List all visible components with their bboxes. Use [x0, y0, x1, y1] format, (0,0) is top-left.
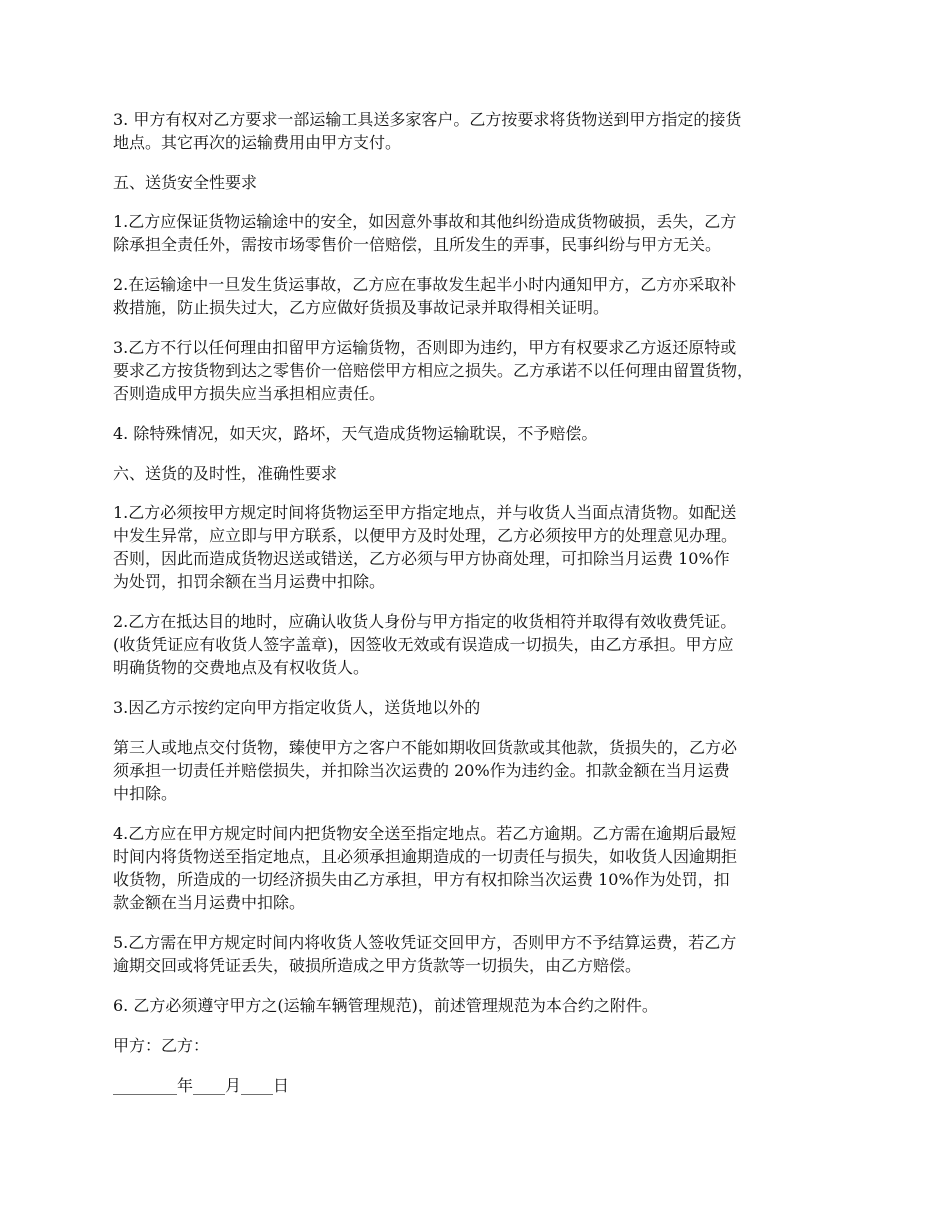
clause-safety-2-accident-notification: 2.在运输途中一旦发生货运事故，乙方应在事故发生起半小时内通知甲方，乙方亦采取补 救措施，防止损失过大，乙方应做好货损及事故记录并取得相关证明。: [113, 275, 737, 317]
section-heading-delivery-safety: 五、送货安全性要求: [113, 173, 258, 192]
clause-timeliness-3-continued: 第三人或地点交付货物，臻使甲方之客户不能如期收回货款或其他款，货损失的，乙方必 须承担一切责任并赔偿损失，并扣除当次运费的 20%作为违约金。扣款金额在当月运费 中扣除。: [113, 738, 738, 803]
clause-timeliness-1-schedule: 1.乙方必须按甲方规定时间将货物运至甲方指定地点，并与收货人当面点清货物。如配送 中发生异常，应立即与甲方联系，以便甲方及时处理，乙方必须按甲方的处理意见办理。 否则，因此而造成货物迟送或错送，乙方必须与甲方协商处理，可扣除当月运费 10%作 为处罚，扣罚余额在当月运费中扣除。: [113, 503, 738, 591]
clause-timeliness-3-wrong-delivery: 3.因乙方示按约定向甲方指定收货人，送货地以外的: [113, 698, 481, 717]
section-heading-timeliness-accuracy: 六、送货的及时性，准确性要求: [113, 464, 338, 483]
clause-safety-4-force-majeure: 4. 除特殊情况，如天灾，路坏，天气造成货物运输耽误，不予赔偿。: [113, 424, 598, 443]
signature-parties-line: 甲方：乙方：: [113, 1036, 210, 1055]
clause-timeliness-2-receiver-identity: 2.乙方在抵达目的地时，应确认收货人身份与甲方指定的收货相符并取得有效收费凭证。 (收货凭证应有收货人签字盖章)，因签收无效或有误造成一切损失，由乙方承担。甲方应 明确货物的交费地点及有权收货人。: [113, 612, 737, 677]
clause-timeliness-4-overdue: 4.乙方应在甲方规定时间内把货物安全送至指定地点。若乙方逾期。乙方需在逾期后最短 时间内将货物送至指定地点，且必须承担逾期造成的一切责任与损失，如收货人因逾期拒 收货物，所造成的一切经济损失由乙方承担，甲方有权扣除当次运费 10%作为处罚，扣 款金额在当月运费中扣除。: [113, 824, 738, 912]
clause-timeliness-5-receipt-return: 5.乙方需在甲方规定时间内将收货人签收凭证交回甲方，否则甲方不予结算运费，若乙方 逾期交回或将凭证丢失，破损所造成之甲方货款等一切损失，由乙方赔偿。: [113, 933, 737, 975]
clause-timeliness-6-vehicle-rules: 6. 乙方必须遵守甲方之(运输车辆管理规范)，前述管理规范为本合约之附件。: [113, 996, 658, 1015]
clause-safety-1-damage-compensation: 1.乙方应保证货物运输途中的安全，如因意外事故和其他纠纷造成货物破损，丢失，乙方 除承担全责任外，需按市场零售价一倍赔偿，且所发生的弄事，民事纠纷与甲方无关。: [113, 212, 737, 254]
document-page: [113, 108, 843, 1114]
clause-5-3-extra-delivery: 3. 甲方有权对乙方要求一部运输工具送多家客户。乙方按要求将货物送到甲方指定的接货 地点。其它再次的运输费用由甲方支付。: [113, 110, 742, 152]
signature-date-line: ________年____月____日: [113, 1076, 290, 1095]
clause-safety-3-no-detention: 3.乙方不行以任何理由扣留甲方运输货物，否则即为违约，甲方有权要求乙方返还原特或 要求乙方按货物到达之零售价一倍赔偿甲方相应之损失。乙方承诺不以任何理由留置货物， 否则造成甲方损失应当承担相应责任。: [113, 338, 754, 403]
